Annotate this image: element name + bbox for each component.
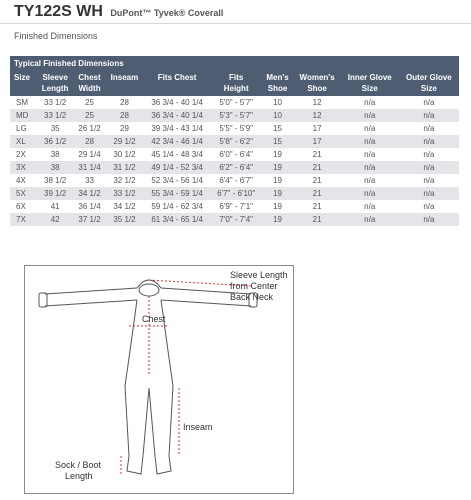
chest-label: Chest: [142, 314, 166, 324]
column-header-line: Women's: [299, 73, 335, 82]
table-cell: 38 1/2: [37, 174, 74, 187]
table-cell: 36 3/4 - 40 1/4: [144, 96, 211, 109]
table-cell: 15: [262, 135, 294, 148]
size-cell: 5X: [10, 187, 37, 200]
size-cell: 6X: [10, 200, 37, 213]
table-cell: 36 3/4 - 40 1/4: [144, 109, 211, 122]
column-header: [144, 71, 211, 96]
column-header-line: Men's: [266, 73, 289, 82]
sleeve-length-label-3: Back Neck: [230, 292, 274, 302]
size-cell: MD: [10, 109, 37, 122]
column-header-line: Length: [41, 84, 69, 93]
table-cell: 21: [293, 148, 340, 161]
table-cell: n/a: [341, 187, 399, 200]
dimensions-table-container: [10, 56, 459, 226]
table-header-row: [10, 71, 459, 96]
table-cell: 59 1/4 - 62 3/4: [144, 200, 211, 213]
table-caption: Typical Finished Dimensions: [10, 56, 459, 71]
table-cell: 32 1/2: [105, 174, 143, 187]
column-header: [37, 71, 74, 96]
table-cell: 35: [37, 122, 74, 135]
table-cell: 36 1/2: [37, 135, 74, 148]
table-row: [10, 148, 459, 161]
table-cell: 52 3/4 - 56 1/4: [144, 174, 211, 187]
column-header: [399, 71, 459, 96]
size-cell: 7X: [10, 213, 37, 226]
column-header-line: Size: [420, 84, 437, 93]
table-cell: 19: [262, 174, 294, 187]
table-cell: n/a: [341, 109, 399, 122]
column-header-line: Outer Glove: [405, 73, 452, 82]
column-header: [105, 71, 143, 96]
table-cell: 5'3" - 5'7": [211, 109, 262, 122]
column-header: [341, 71, 399, 96]
table-cell: n/a: [341, 200, 399, 213]
size-cell: LG: [10, 122, 37, 135]
table-cell: 21: [293, 200, 340, 213]
table-cell: 28: [74, 135, 106, 148]
table-cell: n/a: [399, 187, 459, 200]
table-row: [10, 135, 459, 148]
table-row: [10, 213, 459, 226]
dimensions-table: [10, 56, 459, 226]
table-cell: n/a: [399, 122, 459, 135]
table-cell: 33 1/2: [37, 109, 74, 122]
table-cell: 19: [262, 161, 294, 174]
table-cell: 38: [37, 161, 74, 174]
table-cell: 5'8" - 6'2": [211, 135, 262, 148]
table-cell: n/a: [399, 96, 459, 109]
size-cell: 3X: [10, 161, 37, 174]
table-cell: 17: [293, 122, 340, 135]
table-cell: 6'4" - 6'7": [211, 174, 262, 187]
table-cell: 34 1/2: [74, 187, 106, 200]
column-header: [74, 71, 106, 96]
table-cell: 33 1/2: [105, 187, 143, 200]
table-cell: 25: [74, 96, 106, 109]
table-cell: 37 1/2: [74, 213, 106, 226]
column-header-line: Height: [223, 84, 249, 93]
table-cell: n/a: [341, 135, 399, 148]
size-cell: 2X: [10, 148, 37, 161]
table-cell: 45 1/4 - 48 3/4: [144, 148, 211, 161]
inseam-label: Inseam: [183, 422, 213, 432]
table-row: [10, 161, 459, 174]
table-cell: 19: [262, 200, 294, 213]
sleeve-length-label-1: Sleeve Length: [230, 270, 288, 280]
table-row: [10, 122, 459, 135]
table-cell: 12: [293, 109, 340, 122]
table-cell: 26 1/2: [74, 122, 106, 135]
table-cell: n/a: [341, 122, 399, 135]
table-cell: 17: [293, 135, 340, 148]
table-cell: 10: [262, 96, 294, 109]
table-cell: 19: [262, 148, 294, 161]
table-cell: 39 3/4 - 43 1/4: [144, 122, 211, 135]
table-cell: n/a: [399, 200, 459, 213]
table-cell: 33: [74, 174, 106, 187]
table-cell: 42 3/4 - 46 1/4: [144, 135, 211, 148]
size-cell: XL: [10, 135, 37, 148]
product-title: [14, 3, 223, 23]
table-row: [10, 187, 459, 200]
table-cell: 7'0" - 7'4": [211, 213, 262, 226]
table-cell: 31 1/4: [74, 161, 106, 174]
table-cell: n/a: [341, 96, 399, 109]
table-cell: 28: [105, 109, 143, 122]
table-cell: 5'5" - 5'9": [211, 122, 262, 135]
table-cell: 28: [105, 96, 143, 109]
size-cell: SM: [10, 96, 37, 109]
table-cell: n/a: [341, 148, 399, 161]
table-cell: n/a: [399, 161, 459, 174]
title-divider: [0, 23, 471, 24]
table-cell: n/a: [399, 135, 459, 148]
table-cell: 21: [293, 187, 340, 200]
table-cell: 25: [74, 109, 106, 122]
column-header-line: Size: [14, 73, 31, 82]
table-row: [10, 200, 459, 213]
table-cell: 6'2" - 6'4": [211, 161, 262, 174]
table-cell: n/a: [399, 174, 459, 187]
product-name: DuPont™ Tyvek® Coverall: [110, 8, 224, 18]
table-body: [10, 96, 459, 226]
sock-boot-label-2: Length: [65, 471, 93, 481]
column-header: [262, 71, 294, 96]
column-header-line: Inseam: [110, 73, 139, 82]
sock-boot-label-1: Sock / Boot: [55, 460, 102, 470]
section-subtitle: Finished Dimensions: [14, 31, 98, 41]
table-cell: 29 1/4: [74, 148, 106, 161]
table-cell: 55 3/4 - 59 1/4: [144, 187, 211, 200]
table-cell: n/a: [341, 161, 399, 174]
table-cell: n/a: [341, 213, 399, 226]
table-cell: 19: [262, 187, 294, 200]
table-cell: 6'0" - 6'4": [211, 148, 262, 161]
size-cell: 4X: [10, 174, 37, 187]
table-cell: 39 1/2: [37, 187, 74, 200]
table-cell: n/a: [399, 148, 459, 161]
sleeve-length-label-2: from Center: [230, 281, 278, 291]
column-header-line: Shoe: [267, 84, 288, 93]
column-header-line: Fits: [229, 73, 244, 82]
table-cell: 38: [37, 148, 74, 161]
table-cell: 33 1/2: [37, 96, 74, 109]
table-cell: 42: [37, 213, 74, 226]
table-cell: 36 1/4: [74, 200, 106, 213]
column-header-line: Inner Glove: [347, 73, 392, 82]
table-cell: n/a: [399, 213, 459, 226]
table-cell: 61 3/4 - 65 1/4: [144, 213, 211, 226]
table-cell: 30 1/2: [105, 148, 143, 161]
column-header-line: Width: [78, 84, 101, 93]
table-cell: 49 1/4 - 52 3/4: [144, 161, 211, 174]
table-cell: 5'0" - 5'7": [211, 96, 262, 109]
table-cell: n/a: [399, 109, 459, 122]
table-cell: 12: [293, 96, 340, 109]
table-row: [10, 174, 459, 187]
table-cell: 21: [293, 161, 340, 174]
table-cell: 6'7" - 6'10": [211, 187, 262, 200]
column-header-line: Chest: [78, 73, 101, 82]
table-cell: 41: [37, 200, 74, 213]
table-cell: 29: [105, 122, 143, 135]
table-cell: 21: [293, 174, 340, 187]
table-cell: n/a: [341, 174, 399, 187]
column-header-line: Shoe: [307, 84, 327, 93]
table-cell: 21: [293, 213, 340, 226]
table-row: [10, 96, 459, 109]
column-header: [293, 71, 340, 96]
table-cell: 10: [262, 109, 294, 122]
column-header-line: Fits Chest: [157, 73, 197, 82]
column-header-line: Size: [361, 84, 378, 93]
table-cell: 6'9" - 7'1": [211, 200, 262, 213]
table-cell: 29 1/2: [105, 135, 143, 148]
table-cell: 15: [262, 122, 294, 135]
table-cell: 34 1/2: [105, 200, 143, 213]
table-cell: 35 1/2: [105, 213, 143, 226]
column-header: [211, 71, 262, 96]
coverall-diagram: [24, 265, 294, 494]
table-cell: 31 1/2: [105, 161, 143, 174]
column-header-line: Sleeve: [42, 73, 68, 82]
table-cell: 19: [262, 213, 294, 226]
column-header: [10, 71, 37, 96]
product-code: TY122S WH: [14, 3, 103, 20]
table-row: [10, 109, 459, 122]
